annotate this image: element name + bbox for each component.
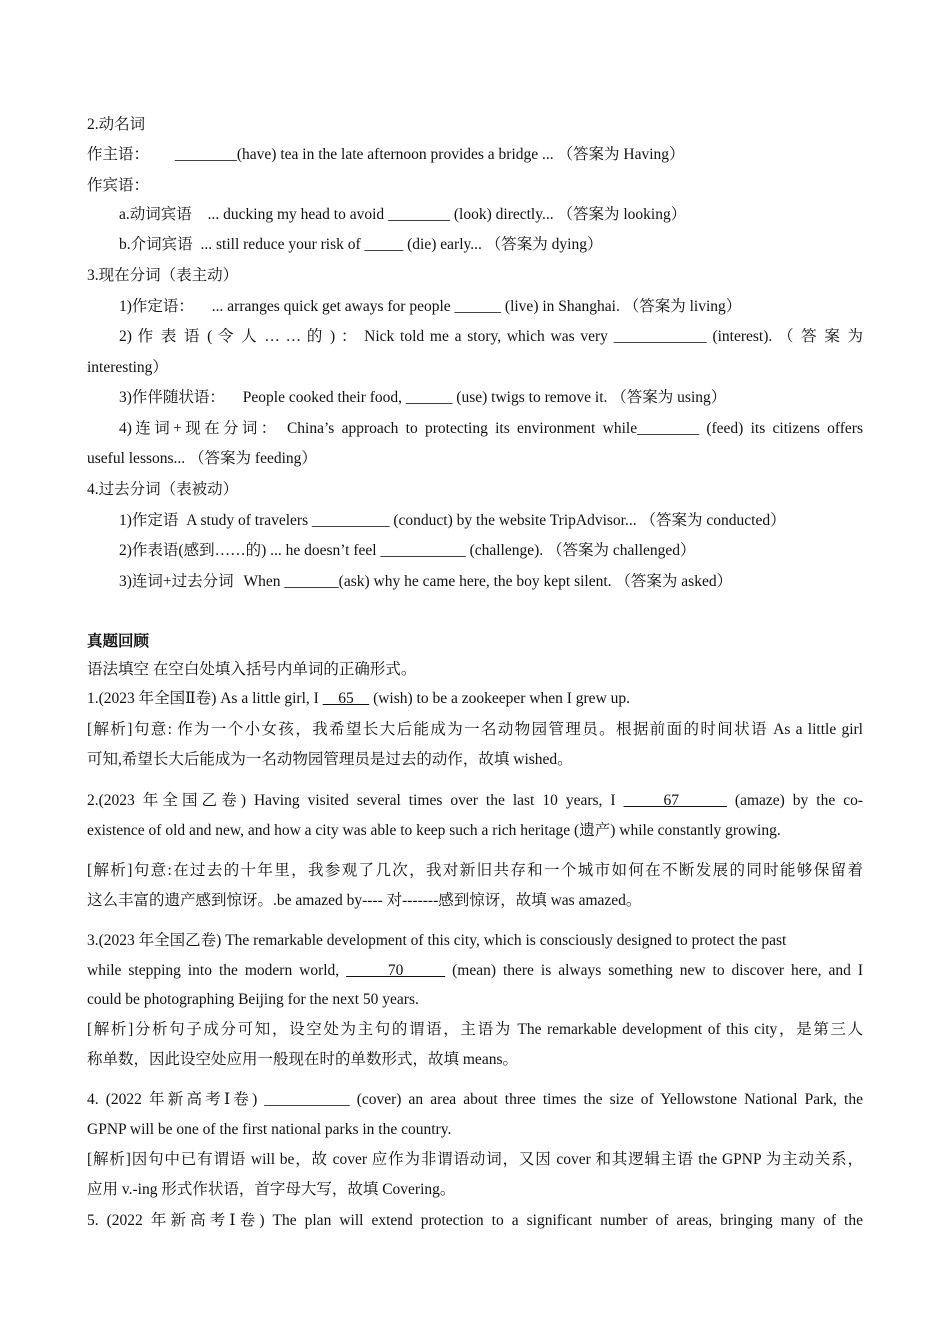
verb-object-sentence: ... ducking my head to avoid ________ (look) directly... <box>207 206 554 223</box>
present-participle-heading: 3.现在分词（表主动） <box>87 267 239 284</box>
q1-blank: 65 <box>322 690 370 707</box>
pp-predicative-line2: interesting） <box>87 359 168 376</box>
pap-conjunction-line <box>119 572 732 592</box>
pp-adverbial-sentence: People cooked their food, ______ (use) twigs to remove it. <box>242 389 608 406</box>
pp-attributive-answer: （答案为 living） <box>623 298 742 315</box>
prep-object-line <box>119 235 602 255</box>
review-instruction: 语法填空 在空白处填入括号内单词的正确形式。 <box>87 661 417 678</box>
pap-attributive-sentence: A study of travelers __________ (conduct) by the website TripAdvisor... <box>186 512 637 529</box>
prep-object-answer: （答案为 dying） <box>485 236 603 253</box>
q3-blank: 70 <box>346 962 446 979</box>
pap-predicative-answer: （答案为 challenged） <box>547 542 696 559</box>
pp-adverbial-label: 3)作伴随状语： <box>119 389 225 406</box>
prep-object-sentence: ... still reduce your risk of _____ (die) early... <box>200 236 482 253</box>
q3-line2 <box>87 961 863 981</box>
gerund-subject-answer: （答案为 Having） <box>557 146 685 163</box>
pp-attributive-line <box>119 297 741 317</box>
q3-post: (mean) there is always something new to discover here, and I <box>445 962 863 979</box>
gerund-subject-sentence: ________(have) tea in the late afternoon provides a bridge ... <box>174 146 554 163</box>
pp-predicative-line1: 2) 作 表 语 ( 令 人 … … 的 ) ： Nick told me a story, which was very ____________ (interest). （ 答 案 为 <box>119 328 863 345</box>
q1-post: (wish) to be a zookeeper when I grew up. <box>369 690 631 707</box>
q3-analysis-line1: [解析]分析句子成分可知，设空处为主句的谓语，主语为 The remarkable development of this city，是第三人 <box>87 1021 863 1038</box>
gerund-heading: 2.动名词 <box>87 116 146 133</box>
prep-object-label: b.介词宾语 <box>119 236 193 253</box>
q2-post: (amaze) by the co- <box>726 792 863 809</box>
q4-analysis-line2: 应用 v.-ing 形式作状语，首字母大写，故填 Covering。 <box>87 1181 456 1198</box>
verb-object-line <box>119 205 686 225</box>
pap-conjunction-sentence: When _______(ask) why he came here, the boy kept silent. <box>243 573 612 590</box>
past-participle-heading: 4.过去分词（表被动） <box>87 481 239 498</box>
q1-pre: 1.(2023 年全国Ⅱ卷) As a little girl, I <box>87 690 323 707</box>
q2-blank: 67 <box>623 792 727 809</box>
gerund-subject-label: 作主语： <box>87 146 150 163</box>
verb-object-answer: （答案为 looking） <box>557 206 687 223</box>
q2-analysis-line1: [解析]句意:在过去的十年里，我参观了几次，我对新旧共存和一个城市如何在不断发展的同时能够保留着 <box>87 862 863 879</box>
q4-analysis-line1: [解析]因句中已有谓语 will be，故 cover 应作为非谓语动词，又因 cover 和其逻辑主语 the GPNP 为主动关系， <box>87 1151 863 1168</box>
q2-analysis-line2: 这么丰富的遗产感到惊讶。.be amazed by---- 对-------感到惊讶，故填 was amazed。 <box>87 892 642 909</box>
pap-attributive-line <box>119 511 786 531</box>
pp-attributive-sentence: ... arranges quick get aways for people ______ (live) in Shanghai. <box>211 298 620 315</box>
q5-line1: 5. (2022 年新高考Ⅰ卷) The plan will extend protection to a significant number of areas, bringing many of the <box>87 1212 863 1229</box>
q1-line <box>87 689 630 709</box>
gerund-object-label: 作宾语： <box>87 177 150 194</box>
q3-pre: while stepping into the modern world, <box>87 962 347 979</box>
gerund-subject-line <box>87 145 685 165</box>
pap-conjunction-answer: （答案为 asked） <box>615 573 733 590</box>
q2-line1 <box>87 791 863 811</box>
pap-conjunction-label: 3)连词+过去分词 <box>119 573 234 590</box>
q1-analysis-line2: 可知,希望长大后能成为一名动物园管理员是过去的动作，故填 wished。 <box>87 751 573 768</box>
q3-line1: 3.(2023 年全国乙卷) The remarkable development of this city, which is consciously designed to protect the past <box>87 932 787 949</box>
q2-pre: 2.(2023 年全国乙卷) Having visited several times over the last 10 years, I <box>87 792 624 809</box>
review-title: 真题回顾 <box>87 633 150 650</box>
pp-adverbial-line <box>119 388 726 408</box>
q3-line3: could be photographing Beijing for the next 50 years. <box>87 991 419 1008</box>
q1-analysis-line1: [解析]句意: 作为一个小女孩，我希望长大后能成为一名动物园管理员。根据前面的时间状语 As a little girl <box>87 721 863 738</box>
q3-analysis-line2: 称单数，因此设空处应用一般现在时的单数形式，故填 means。 <box>87 1051 518 1068</box>
q4-line2: GPNP will be one of the first national parks in the country. <box>87 1121 452 1138</box>
pp-conjunction-line1: 4)连词+现在分词： China’s approach to protecting its environment while________ (feed) its citizens offers <box>119 420 863 437</box>
verb-object-label: a.动词宾语 <box>119 206 192 223</box>
pap-predicative-sentence: 2)作表语(感到……的) ... he doesn’t feel ___________ (challenge). <box>119 542 544 559</box>
pap-attributive-label: 1)作定语 <box>119 512 179 529</box>
q2-line2: existence of old and new, and how a city was able to keep such a rich heritage (遗产) while constantly growing. <box>87 822 781 839</box>
pp-conjunction-line2: useful lessons... （答案为 feeding） <box>87 450 317 467</box>
q4-line1: 4. (2022 年新高考Ⅰ卷) ___________ (cover) an area about three times the size of Yellowstone National Park, the <box>87 1091 863 1108</box>
pap-predicative-line <box>119 541 696 561</box>
pp-attributive-label: 1)作定语： <box>119 298 194 315</box>
pp-adverbial-answer: （答案为 using） <box>611 389 727 406</box>
pap-attributive-answer: （答案为 conducted） <box>640 512 786 529</box>
